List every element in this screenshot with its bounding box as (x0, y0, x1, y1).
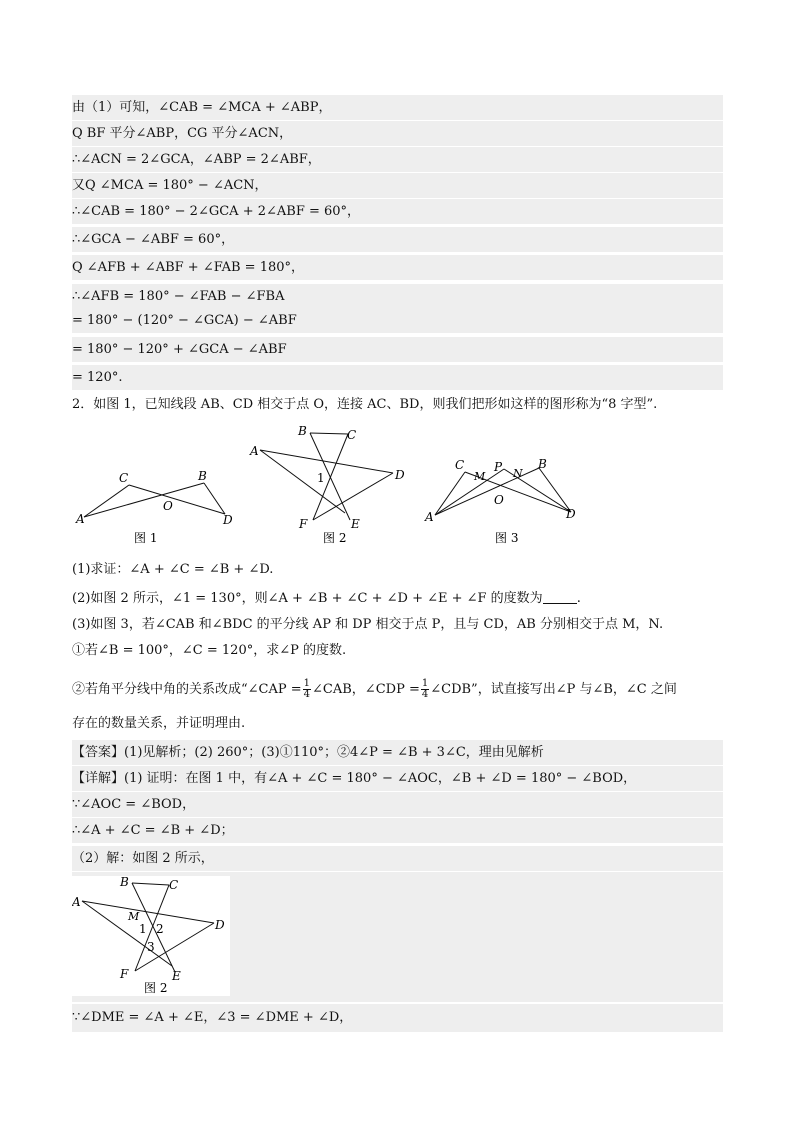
question-3: (3)如图 3，若∠CAB 和∠BDC 的平分线 AP 和 DP 相交于点 P，且与 CD，AB 分别相交于点 M，N. (72, 617, 664, 632)
fig3-label-P: P (494, 460, 503, 474)
fig1-label-O: O (163, 499, 173, 513)
question-3-2-part-b: ∠CAB，∠CDP = (312, 682, 420, 697)
fig2b-label-two: 2 (156, 922, 164, 936)
solution-line: ∴∠CAB = 180° − 2∠GCA + 2∠ABF = 60°， (72, 199, 723, 224)
answer-line: 【答案】(1)见解析；(2) 260°；(3)①110°；②4∠P = ∠B + 3∠C，理由见解析 (72, 740, 723, 765)
fraction-denominator: 4 (303, 689, 311, 700)
question-intro: 2．如图 1，已知线段 AB、CD 相交于点 O，连接 AC、BD，则我们把形如这样的图形称为“8 字型”. (72, 397, 658, 412)
fig1-caption: 图 1 (134, 531, 158, 545)
fig1-label-C: C (119, 471, 129, 485)
fig3-caption: 图 3 (495, 531, 519, 545)
solution-line: 又Q ∠MCA = 180° − ∠ACN， (72, 173, 723, 198)
question-3-1: ①若∠B = 100°，∠C = 120°，求∠P 的度数. (72, 643, 347, 658)
question-3-2-line2: 存在的数量关系，并证明理由. (72, 716, 246, 731)
fig1-label-A: A (76, 512, 85, 526)
fig3-label-A: A (425, 510, 434, 524)
fig2b-label-one: 1 (139, 922, 147, 936)
fig2b-label-M: M (128, 910, 140, 923)
question-3-2-part-a: ②若角平分线中角的关系改成“∠CAP = (72, 682, 302, 697)
solution-line: ∴∠AFB = 180° − ∠FAB − ∠FBA (72, 284, 723, 309)
detail-line-4: （2）解：如图 2 所示， (72, 846, 723, 871)
figure-3 (420, 455, 590, 550)
fig3-label-O: O (494, 493, 504, 507)
solution-line: = 120°. (72, 365, 723, 390)
fig3-label-C: C (455, 458, 465, 472)
solution-line: ∴∠ACN = 2∠GCA，∠ABP = 2∠ABF， (72, 147, 723, 172)
solution-line: ∴∠GCA − ∠ABF = 60°， (72, 227, 723, 252)
solution-line: Q BF 平分∠ABP，CG 平分∠ACN， (72, 121, 723, 146)
fig1-label-D: D (223, 513, 233, 527)
solution-line: 由（1）可知，∠CAB = ∠MCA + ∠ABP， (72, 95, 723, 120)
detail-line-3: ∴∠A + ∠C = ∠B + ∠D； (72, 818, 723, 843)
question-3-2-part-c: ∠CDB”，试直接写出∠P 与∠B，∠C 之间 (430, 682, 677, 697)
figure-1 (72, 460, 242, 550)
fig3-label-M: M (474, 470, 486, 483)
fig1-label-B: B (198, 469, 207, 483)
fraction-denominator: 4 (421, 689, 429, 700)
detail-line-5: ∵∠DME = ∠A + ∠E，∠3 = ∠DME + ∠D， (72, 1004, 723, 1032)
fig2-caption: 图 2 (323, 531, 347, 545)
question-3-2 (72, 676, 723, 704)
fig2b-label-three: 3 (147, 940, 155, 954)
question-2-end: . (576, 591, 581, 606)
detail-line-1: 【详解】(1) 证明：在图 1 中，有∠A + ∠C = 180° − ∠AOC，∠B + ∠D = 180° − ∠BOD， (72, 766, 723, 791)
fraction-numerator: 1 (421, 678, 429, 689)
question-1: (1)求证：∠A + ∠C = ∠B + ∠D. (72, 562, 274, 577)
fig2b-label-B: B (120, 876, 129, 889)
fig2b-label-E: E (172, 969, 181, 983)
fig2-label-F: F (299, 517, 308, 531)
fig2b-label-A: A (72, 895, 81, 909)
fig3-label-N: N (513, 467, 523, 480)
fraction-one-quarter (421, 679, 429, 700)
fig2-label-C: C (347, 428, 357, 442)
fig3-label-D: D (566, 507, 576, 521)
fig2-label-D: D (395, 468, 405, 482)
fig2-label-E: E (351, 517, 360, 531)
figure-2 (245, 420, 415, 550)
fraction-numerator: 1 (303, 678, 311, 689)
question-2-text: (2)如图 2 所示，∠1 = 130°，则∠A + ∠B + ∠C + ∠D + ∠E + ∠F 的度数为 (72, 591, 543, 606)
fig3-label-B: B (538, 457, 547, 471)
solution-line: = 180° − (120° − ∠GCA) − ∠ABF (72, 308, 723, 333)
fig2b-label-C: C (169, 878, 179, 892)
answer-blank (543, 589, 577, 604)
solution-line: = 180° − 120° + ∠GCA − ∠ABF (72, 337, 723, 362)
solution-line: Q ∠AFB + ∠ABF + ∠FAB = 180°， (72, 255, 723, 280)
question-2 (72, 586, 723, 611)
fig2-label-A: A (250, 444, 259, 458)
fig2b-label-F: F (120, 967, 129, 981)
fraction-one-quarter (303, 679, 311, 700)
detail-line-2: ∵∠AOC = ∠BOD， (72, 792, 723, 817)
fig2-label-one: 1 (317, 471, 325, 485)
fig2b-label-D: D (215, 918, 225, 932)
fig2-label-B: B (298, 424, 307, 438)
figure-2-solution (72, 876, 230, 996)
fig2b-caption: 图 2 (144, 981, 168, 995)
